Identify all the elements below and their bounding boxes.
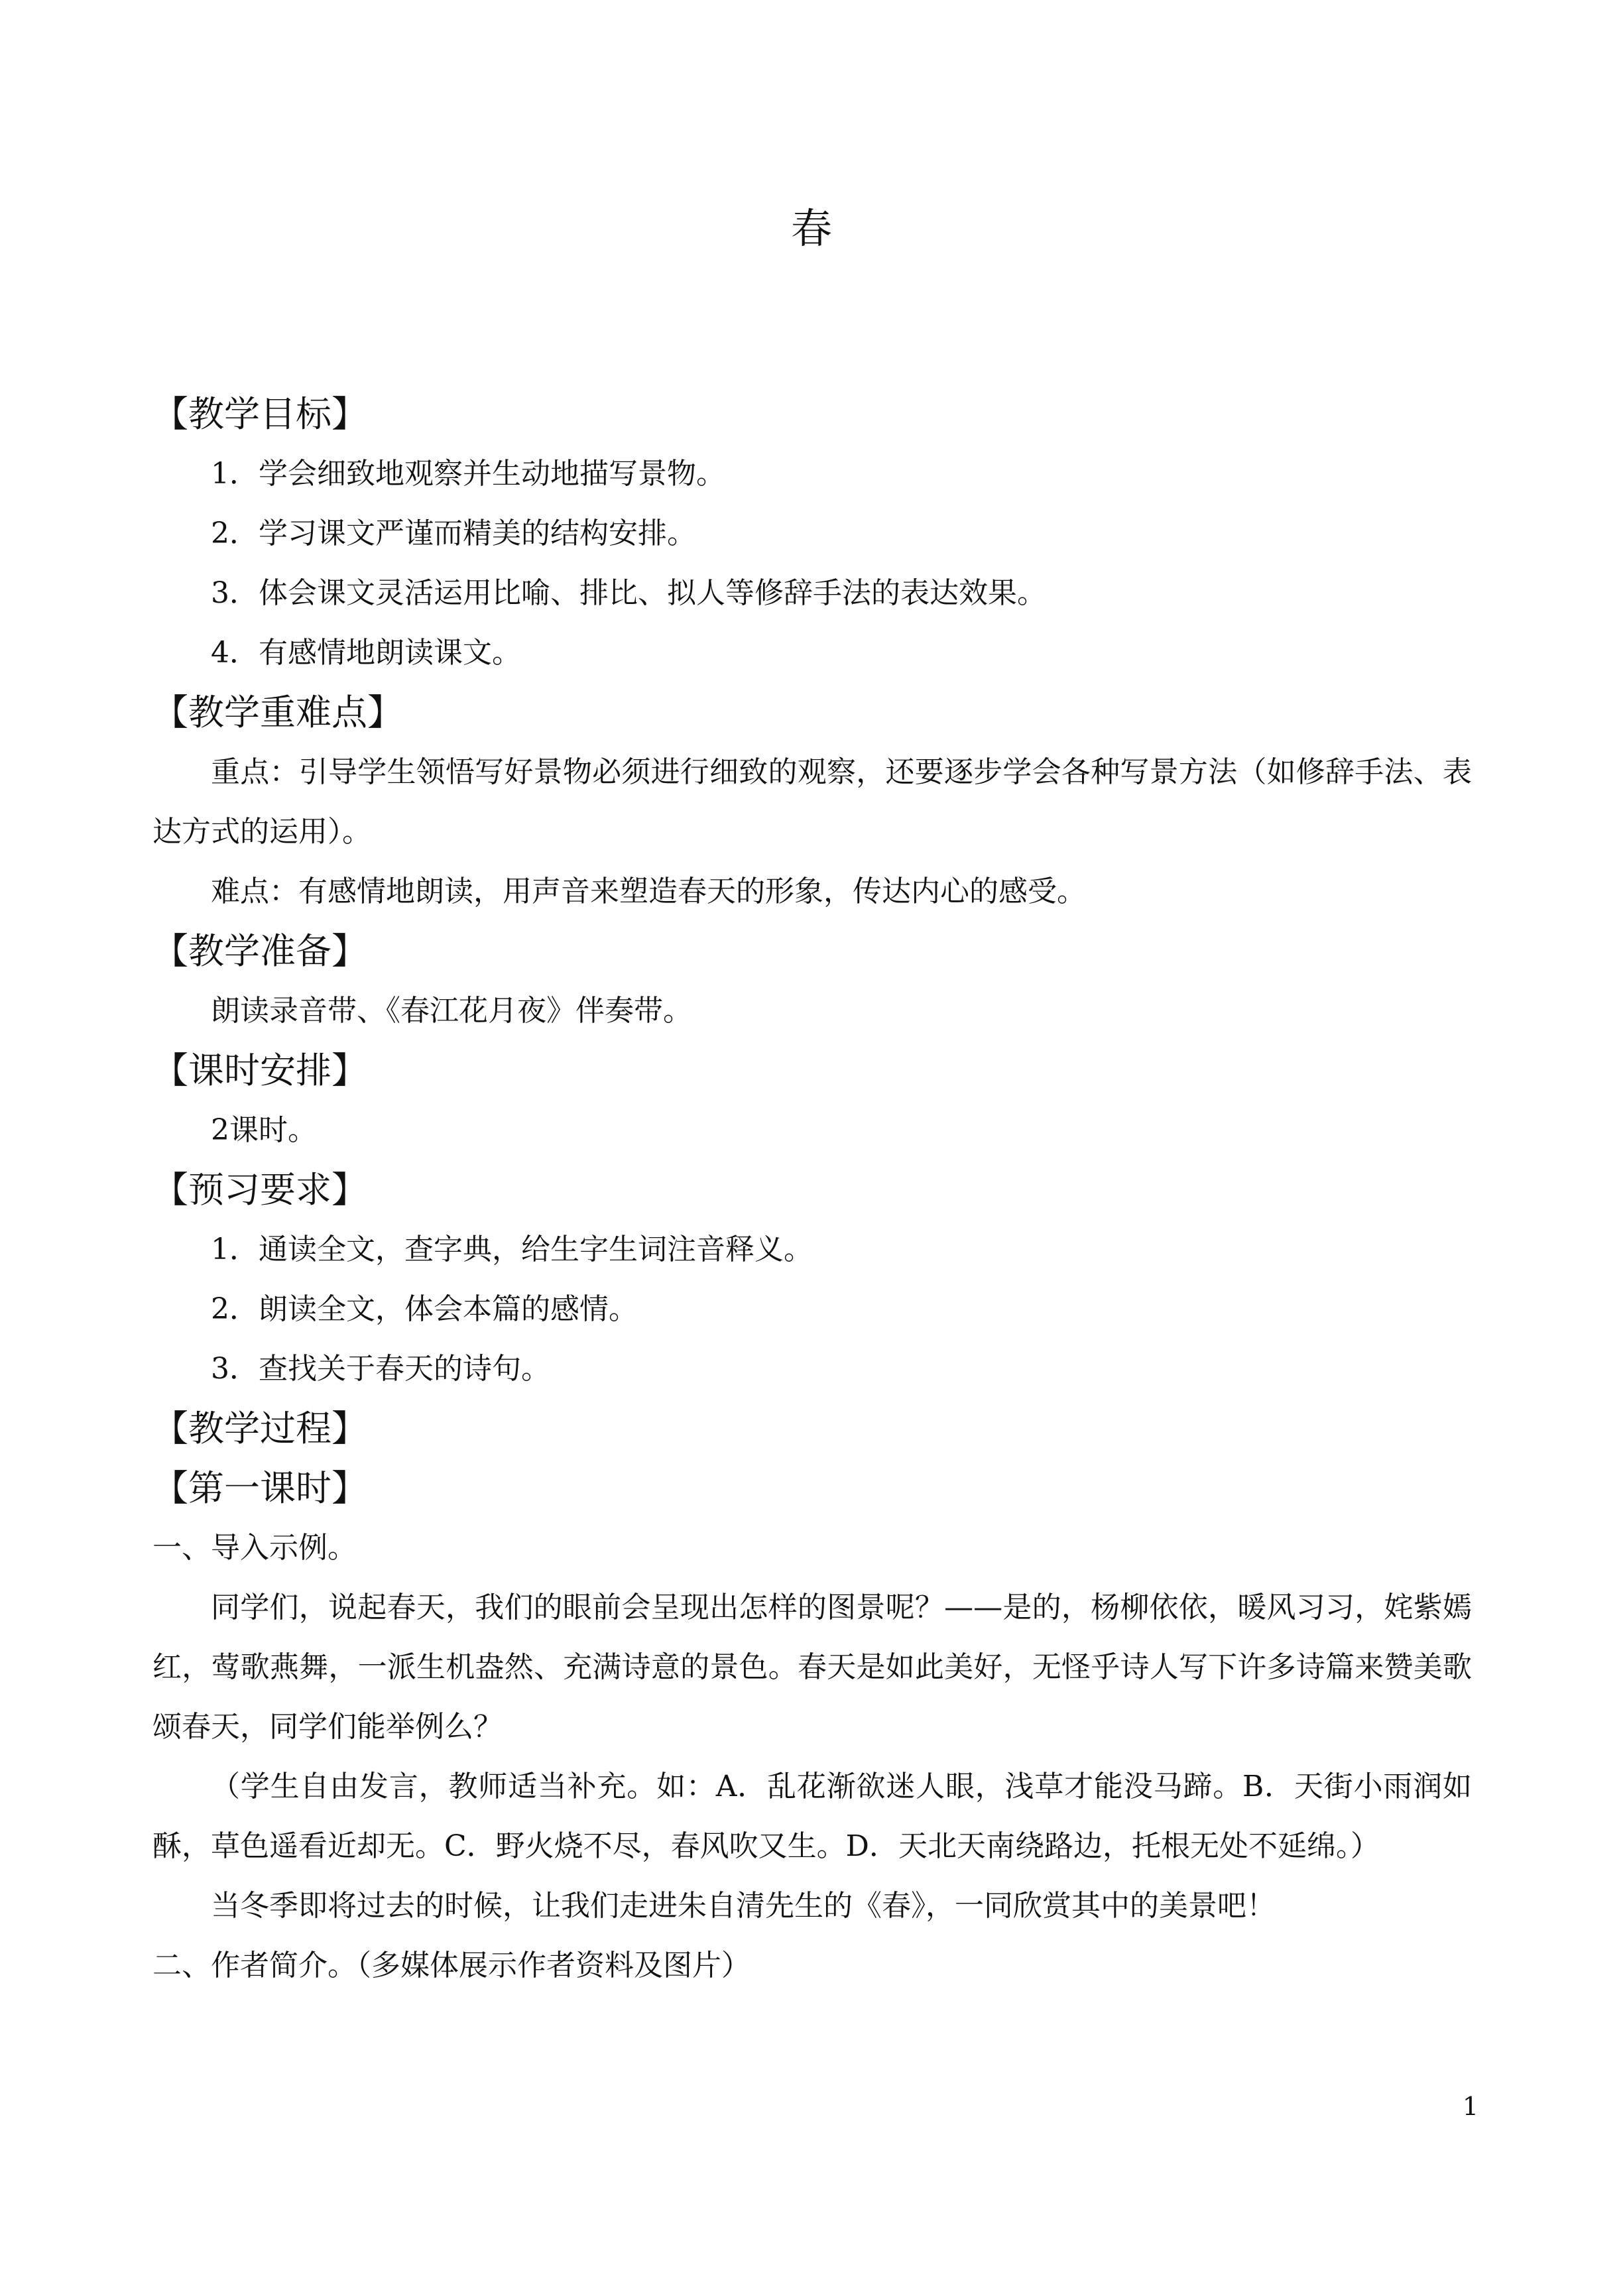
step-heading-intro: 一、导入示例。 <box>152 1531 357 1565</box>
examples-paragraph: （学生自由发言，教师适当补充。如：A．乱花渐欲迷人眼，浅草才能没马蹄。B．天街小雨润如酥，草色遥看近却无。C．野火烧不尽，春风吹又生。D．天北天南绕路边，托根无处不延绵。） <box>152 1770 1472 1863</box>
document-body <box>152 385 1472 1996</box>
document-title: 春 <box>790 204 832 253</box>
intro-paragraph: 同学们，说起春天，我们的眼前会呈现出怎样的图景呢？——是的，杨柳依依，暖风习习，姹紫嫣红，莺歌燕舞，一派生机盎然、充满诗意的景色。春天是如此美好，无怪乎诗人写下许多诗篇来赞美歌颂春天，同学们能举例么？ <box>152 1591 1472 1744</box>
section-heading-objectives: 【教学目标】 <box>152 393 367 435</box>
objective-item: 3．体会课文灵活运用比喻、排比、拟人等修辞手法的表达效果。 <box>211 576 1046 610</box>
objective-item: 4．有感情地朗读课文。 <box>211 636 521 670</box>
section-heading-first-lesson: 【第一课时】 <box>152 1467 367 1509</box>
preview-item: 2．朗读全文，体会本篇的感情。 <box>211 1292 638 1326</box>
section-heading-process: 【教学过程】 <box>152 1408 367 1449</box>
section-heading-key-points: 【教学重难点】 <box>152 692 403 733</box>
step-heading-author: 二、作者简介。（多媒体展示作者资料及图片） <box>152 1949 751 1982</box>
page-number: 1 <box>1462 2092 1478 2121</box>
transition-paragraph: 当冬季即将过去的时候，让我们走进朱自清先生的《春》，一同欣赏其中的美景吧！ <box>211 1889 1276 1923</box>
schedule-text: 2课时。 <box>211 1113 317 1147</box>
objective-item: 2．学习课文严谨而精美的结构安排。 <box>211 516 696 550</box>
preview-item: 3．查找关于春天的诗句。 <box>211 1352 550 1386</box>
preparation-text: 朗读录音带、《春江花月夜》伴奏带。 <box>211 994 692 1028</box>
key-point-paragraph: 重点：引导学生领悟写好景物必须进行细致的观察，还要逐步学会各种写景方法（如修辞手法、表达方式的运用）。 <box>152 755 1472 849</box>
section-heading-schedule: 【课时安排】 <box>152 1050 367 1091</box>
preview-item: 1．通读全文，查字典，给生字生词注音释义。 <box>211 1233 813 1266</box>
section-heading-preview: 【预习要求】 <box>152 1169 367 1211</box>
section-heading-preparation: 【教学准备】 <box>152 930 367 972</box>
difficulty-paragraph: 难点：有感情地朗读，用声音来塑造春天的形象，传达内心的感受。 <box>211 875 1086 908</box>
objective-item: 1．学会细致地观察并生动地描写景物。 <box>211 457 725 491</box>
